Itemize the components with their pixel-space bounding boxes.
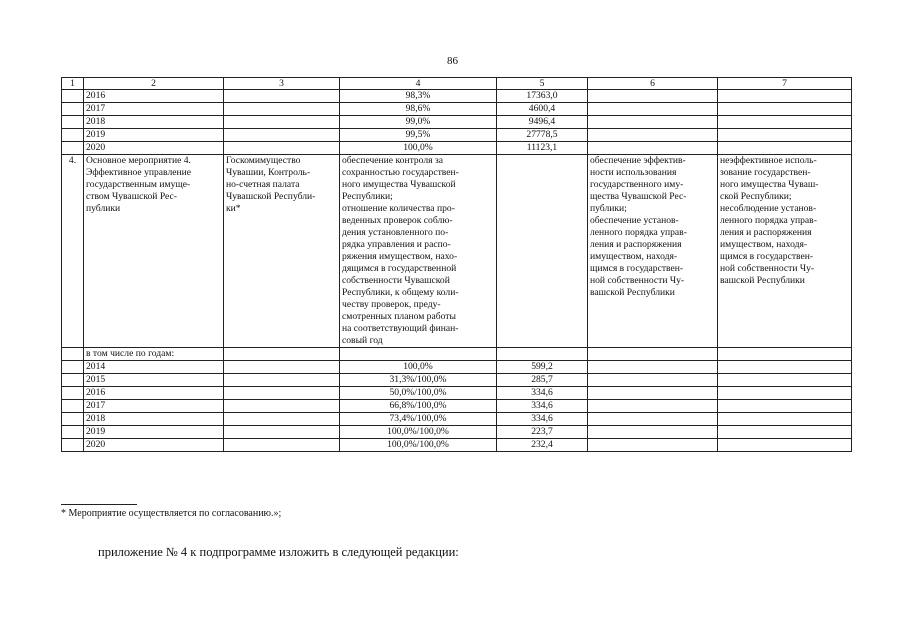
event-indicators-cell-line: честву проверок, преду- [342,299,441,310]
consequence-cell [718,142,852,155]
event-indicators-cell-line: обеспечение контроля за [342,155,443,166]
event-result-cell-line: вашской Республики [590,287,675,298]
result-cell [588,361,718,374]
row-number-cell [62,129,84,142]
event-consequence-cell-line: вашской Республики [720,275,805,286]
event-number-cell: 4. [62,155,84,348]
event-executors-cell-line: Госкомимущество [226,155,301,166]
event-result-cell-line: щимся в государствен- [590,263,684,274]
consequence-cell [718,90,852,103]
consequence-cell [718,116,852,129]
indicator-value-cell: 31,3%/100,0% [340,374,497,387]
event-result-cell-line: ления и распоряжения [590,239,682,250]
event-result-cell-line: ленного порядка управ- [590,227,687,238]
executor-cell [224,439,340,452]
funding-amount-cell: 285,7 [497,374,588,387]
event-result-cell-line: ности использования [590,167,677,178]
funding-amount-cell: 334,6 [497,387,588,400]
event-indicators-cell-line: дения установленного по- [342,227,449,238]
indicator-value-cell: 98,3% [340,90,497,103]
row-number-cell [62,400,84,413]
consequence-cell [718,387,852,400]
event-consequence-cell-line: ской Республики; [720,191,792,202]
year-cell: 2019 [84,129,224,142]
table-body [62,78,852,452]
event-result-cell [588,155,718,348]
indicator-value-cell: 50,0%/100,0% [340,387,497,400]
consequence-cell [718,374,852,387]
row-number-cell [62,387,84,400]
event-title-cell-line: ством Чувашской Рес- [86,191,177,202]
event-result-cell-line: обеспечение эффектив- [590,155,686,166]
result-cell [588,90,718,103]
event-indicators-cell-line: ного имущества Чувашской [342,179,456,190]
event-consequence-cell-line: ной собственности Чу- [720,263,815,274]
funding-amount-cell: 334,6 [497,400,588,413]
row-number-cell [62,103,84,116]
funding-amount-cell: 223,7 [497,426,588,439]
table-row [62,439,852,452]
empty-cell [718,348,852,361]
col-number-1: 1 [62,78,84,90]
executor-cell [224,387,340,400]
event-executors-cell-line: ки* [226,203,241,214]
indicator-value-cell: 100,0% [340,361,497,374]
event-consequence-cell-line: ленного порядка управ- [720,215,817,226]
footnote-rule [61,504,137,505]
funding-amount-cell: 232,4 [497,439,588,452]
indicator-value-cell: 100,0%/100,0% [340,426,497,439]
row-number-cell [62,374,84,387]
empty-cell [340,348,497,361]
result-cell [588,142,718,155]
row-number-cell [62,142,84,155]
event-indicators-cell-line: на соответствующий финан- [342,323,459,334]
indicator-value-cell: 73,4%/100,0% [340,413,497,426]
event-consequence-cell-line: неэффективное исполь- [720,155,817,166]
consequence-cell [718,103,852,116]
event-consequence-cell-line: зование государствен- [720,167,811,178]
consequence-cell [718,413,852,426]
row-number-cell [62,413,84,426]
year-cell: 2020 [84,142,224,155]
event-result-cell-line: публики; [590,203,627,214]
event-result-cell-line: обеспечение установ- [590,215,679,226]
event-indicators-cell-line: дящимся в государственной [342,263,457,274]
event-title-cell-line: Основное мероприятие 4. [86,155,191,166]
table-row [62,374,852,387]
table-row [62,90,852,103]
row-number-cell [62,348,84,361]
event-executors-cell-line: Чувашской Республи- [226,191,316,202]
event-consequence-cell-line: несоблюдение установ- [720,203,817,214]
year-cell: 2017 [84,400,224,413]
page-number: 86 [447,55,458,67]
table-row [62,116,852,129]
event-consequence-cell-line: ления и распоряжения [720,227,812,238]
empty-cell [497,348,588,361]
table-row [62,129,852,142]
funding-amount-cell: 4600,4 [497,103,588,116]
result-cell [588,374,718,387]
executor-cell [224,374,340,387]
executor-cell [224,361,340,374]
empty-cell [588,348,718,361]
funding-amount-cell: 9496,4 [497,116,588,129]
col-number-4: 4 [340,78,497,90]
event-indicators-cell-line: сохранностью государствен- [342,167,459,178]
row-number-cell [62,426,84,439]
event-indicators-cell-line: рядка управления и распо- [342,239,451,250]
consequence-cell [718,400,852,413]
event-indicators-cell [340,155,497,348]
indicator-value-cell: 100,0% [340,142,497,155]
event-result-cell-line: имуществом, находя- [590,251,678,262]
event-executors-cell [224,155,340,348]
funding-amount-cell: 334,6 [497,413,588,426]
event-result-cell-line: щества Чувашской Рес- [590,191,687,202]
funding-amount-cell: 599,2 [497,361,588,374]
event-indicators-cell-line: Республики; [342,191,393,202]
row-number-cell [62,361,84,374]
executor-cell [224,103,340,116]
indicator-value-cell: 99,5% [340,129,497,142]
col-number-5: 5 [497,78,588,90]
event-indicators-cell-line: веденных проверок соблю- [342,215,453,226]
event-executors-cell-line: но-счетная палата [226,179,300,190]
executor-cell [224,400,340,413]
executor-cell [224,426,340,439]
year-cell: 2016 [84,387,224,400]
row-number-cell [62,116,84,129]
event-consequence-cell [718,155,852,348]
table-row [62,387,852,400]
executor-cell [224,90,340,103]
year-cell: 2019 [84,426,224,439]
event-title-cell-line: государственным имуще- [86,179,191,190]
year-cell: 2014 [84,361,224,374]
col-number-7: 7 [718,78,852,90]
table-row [62,413,852,426]
event-consequence-cell-line: ного имущества Чуваш- [720,179,819,190]
executor-cell [224,142,340,155]
funding-amount-cell: 11123,1 [497,142,588,155]
footnote: * Мероприятие осуществляется по согласованию.»; [61,508,282,519]
year-cell: 2017 [84,103,224,116]
result-cell [588,426,718,439]
consequence-cell [718,361,852,374]
event-indicators-cell-line: смотренных планом работы [342,311,456,322]
event-title-cell [84,155,224,348]
row-number-cell [62,90,84,103]
year-cell: 2015 [84,374,224,387]
event-indicators-cell-line: отношение количества про- [342,203,455,214]
year-cell: 2020 [84,439,224,452]
result-cell [588,413,718,426]
col-number-3: 3 [224,78,340,90]
funding-amount-cell: 17363,0 [497,90,588,103]
by-years-row [62,348,852,361]
by-years-label: в том числе по годам: [84,348,224,361]
year-cell: 2016 [84,90,224,103]
program-table [61,77,852,452]
event-indicators-cell-line: собственности Чувашской [342,275,450,286]
indicator-value-cell: 99,0% [340,116,497,129]
event-result-cell-line: ной собственности Чу- [590,275,685,286]
event-consequence-cell-line: щимся в государствен- [720,251,814,262]
consequence-cell [718,129,852,142]
result-cell [588,439,718,452]
col-number-2: 2 [84,78,224,90]
funding-amount-cell: 27778,5 [497,129,588,142]
event-indicators-cell-line: Республики, к общему коли- [342,287,459,298]
event-title-cell-line: публики [86,203,121,214]
indicator-value-cell: 98,6% [340,103,497,116]
consequence-cell [718,439,852,452]
event-indicators-cell-line: ряжения имуществом, нахо- [342,251,458,262]
executor-cell [224,116,340,129]
table-row [62,400,852,413]
column-number-row [62,78,852,90]
event-row [62,155,852,348]
result-cell [588,400,718,413]
table-row [62,142,852,155]
table-row [62,426,852,439]
result-cell [588,387,718,400]
result-cell [588,116,718,129]
year-cell: 2018 [84,116,224,129]
event-executors-cell-line: Чувашии, Контроль- [226,167,311,178]
trailing-paragraph: приложение № 4 к подпрограмме изложить в следующей редакции: [98,545,459,559]
event-result-cell-line: государственного иму- [590,179,684,190]
event-funding-cell [497,155,588,348]
result-cell [588,103,718,116]
result-cell [588,129,718,142]
indicator-value-cell: 100,0%/100,0% [340,439,497,452]
table-row [62,361,852,374]
event-title-cell-line: Эффективное управление [86,167,192,178]
indicator-value-cell: 66,8%/100,0% [340,400,497,413]
table-row [62,103,852,116]
col-number-6: 6 [588,78,718,90]
event-indicators-cell-line: совый год [342,335,383,346]
executor-cell [224,129,340,142]
row-number-cell [62,439,84,452]
empty-cell [224,348,340,361]
year-cell: 2018 [84,413,224,426]
event-consequence-cell-line: имуществом, находя- [720,239,808,250]
consequence-cell [718,426,852,439]
executor-cell [224,413,340,426]
